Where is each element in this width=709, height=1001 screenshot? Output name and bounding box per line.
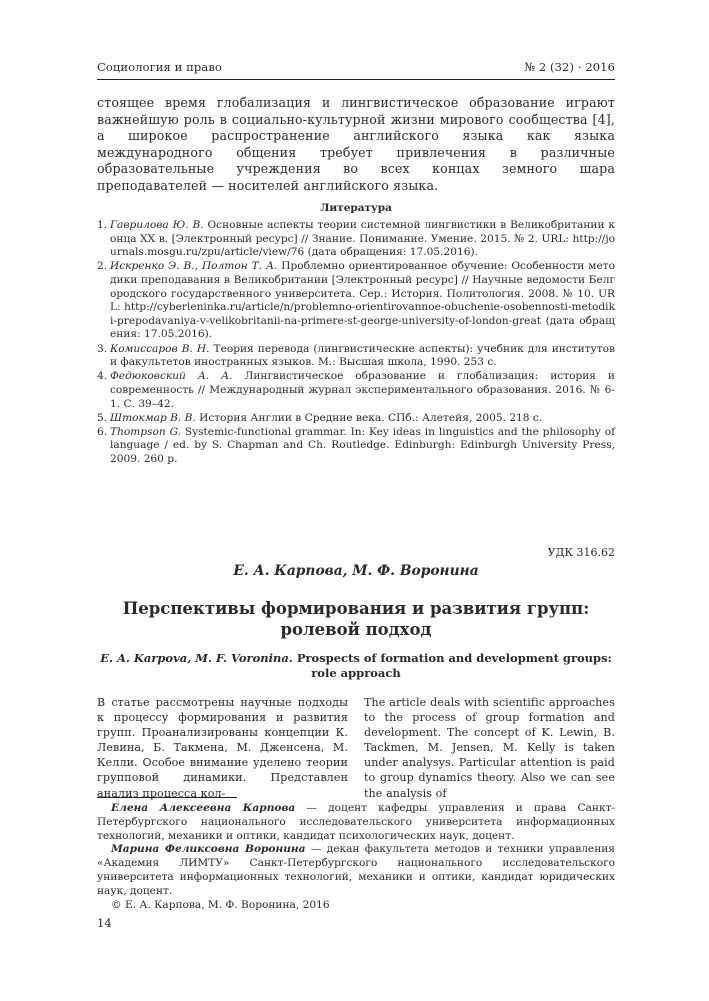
body-paragraph: стоящее время глобализация и лингвистическое образование играют важнейшую роль в социально-культурной жизни мирового сообщества [4], а широкое распространение английского языка как языка международного общения требует привлечения в различные образовательные учреждения во всех концах земного шара преподавателей — носителей английского языка. (97, 95, 615, 193)
reference-author: Thompson G. (110, 425, 182, 438)
article-title-line: ролевой подход (280, 620, 432, 639)
footnote: Марина Феликсовна Воронина — декан факультета методов и техники управления «Академия ЛИМТУ» Санкт-Петербургского национального исследовательского университета информационных технологий, механики и оптики, кандидат юридических наук, доцент. (97, 843, 615, 897)
reference-author: Гаврилова Ю. В. (110, 219, 204, 231)
abstract-english: The article deals with scientific approaches to the process of group formation and development. The concept of K. Lewin, B. Tackmen, M. Jensen, M. Kelly is taken under analysys. Particular attention is paid to group dynamics theory. Also we can see the analysis of (364, 696, 615, 800)
article-authors: Е. А. Карпова, М. Ф. Воронина (233, 563, 479, 579)
reference-author: Федюковский А. А. (110, 370, 233, 383)
article-title (97, 598, 615, 640)
reference-author: Комиссаров В. Н. (110, 342, 210, 355)
reference-text: История Англии в Средние века. СПб.: Алетейя, 2005. 218 с. (195, 411, 543, 424)
reference-text: Основные аспекты теории системной лингвистики в Великобритании конца XX в. [Электронный ресурс] // Знание. Понимание. Умение. 2015. № 2. URL: http://journals.mosgu.ru/zpu/article/view/76 (дата обращения: 17.05.2016). (110, 219, 615, 259)
issue-number: № 2 (32) · 2016 (524, 60, 615, 74)
reference-author: Штокмар В. В. (110, 411, 196, 424)
reference-item: 2. Искренко Э. В., Полтон Т. А. Проблемно ориентированное обучение: Особенности методики преподавания в Великобритании [Электронный ресурс] // Научные ведомости Белгородского государственного университета. Сер.: История. Политология. 2008. № 10. URL: http://cyberleninka.ru/article/n/problemno-orientirovannoe-obuchenie-osobennosti-metodiki-prepodavaniya-v-velikobritanii-na-primere-st-george-university-of-london-great (дата обращения: 17.05.2016). (97, 260, 615, 341)
footnote: Елена Алексеевна Карпова — доцент кафедры управления и права Санкт-Петербургского национального исследовательского университета информационных технологий, механики и оптики, кандидат психологических наук, доцент. (97, 802, 616, 842)
footnote-author-name: Елена Алексеевна Карпова (111, 802, 296, 814)
reference-text: Лингвистическое образование и глобализация: история и современность // Международный журнал экспериментального образования. 2016. № 6-1. С. 39–42. (110, 370, 615, 410)
english-title-text: Prospects of formation and development groups: role approach (292, 651, 612, 680)
footnote-divider (97, 797, 237, 798)
reference-item: 4. Федюковский А. А. Лингвистическое образование и глобализация: история и современность // Международный журнал экспериментального образования. 2016. № 6-1. С. 39–42. (97, 370, 615, 410)
author-footnotes (97, 802, 615, 912)
reference-item: 5. Штокмар В. В. История Англии в Средние века. СПб.: Алетейя, 2005. 218 с. (97, 411, 543, 424)
reference-item: 6. Thompson G. Systemic-functional grammar. In: Key ideas in linguistics and the philosophy of language / ed. by S. Chapman and Ch. Routledge. Edinburgh: Edinburgh University Press, 2009. 260 p. (97, 425, 615, 466)
english-authors: E. A. Karpova, M. F. Voronina. (100, 651, 293, 665)
udk-code: УДК 316.62 (547, 546, 615, 559)
literature-heading: Литература (320, 202, 392, 214)
english-title (97, 651, 615, 681)
reference-text: Проблемно ориентированное обучение: Особенности методики преподавания в Великобритании [Электронный ресурс] // Научные ведомости Белгородского государственного университета. Сер.: История. Политология. 2008. № 10. URL: http://cyberleninka.ru/article/n/problemno-orientirovannoe-obuchenie-osobennosti-metodiki-prepodavaniya-v-velikobritanii-na-primere-st-george-university-of-london-great (дата обращения: 17.05.2016). (110, 260, 615, 341)
reference-text: Systemic-functional grammar. In: Key ideas in linguistics and the philosophy of language / ed. by S. Chapman and Ch. Routledge. Edinburgh: Edinburgh University Press, 2009. 260 p. (110, 425, 615, 466)
reference-list (97, 219, 615, 467)
reference-text: Теория перевода (лингвистические аспекты): учебник для институтов и факультетов иностранных языков. М.: Высшая школа, 1990. 253 с. (110, 342, 615, 369)
page-number: 14 (97, 916, 112, 930)
reference-item: 1. Гаврилова Ю. В. Основные аспекты теории системной лингвистики в Великобритании конца XX в. [Электронный ресурс] // Знание. Понимание. Умение. 2015. № 2. URL: http://journals.mosgu.ru/zpu/article/view/76 (дата обращения: 17.05.2016). (97, 219, 615, 259)
footnote-author-name: Марина Феликсовна Воронина (111, 843, 306, 856)
reference-item: 3. Комиссаров В. Н. Теория перевода (лингвистические аспекты): учебник для институтов и факультетов иностранных языков. М.: Высшая школа, 1990. 253 с. (97, 342, 615, 369)
reference-author: Искренко Э. В., Полтон Т. А. (110, 260, 278, 273)
running-head (97, 60, 615, 80)
copyright-line: © Е. А. Карпова, М. Ф. Воронина, 2016 (111, 898, 330, 911)
journal-name: Социология и право (97, 60, 222, 74)
article-title-line: Перспективы формирования и развития групп: (122, 599, 590, 618)
abstract-russian: В статье рассмотрены научные подходы к процессу формирования и развития групп. Проанализированы концепции К. Левина, Б. Такмена, М. Дженсена, М. Келли. Особое внимание уделено теории групповой динамики. Представлен анализ процесса кол- (97, 696, 348, 800)
